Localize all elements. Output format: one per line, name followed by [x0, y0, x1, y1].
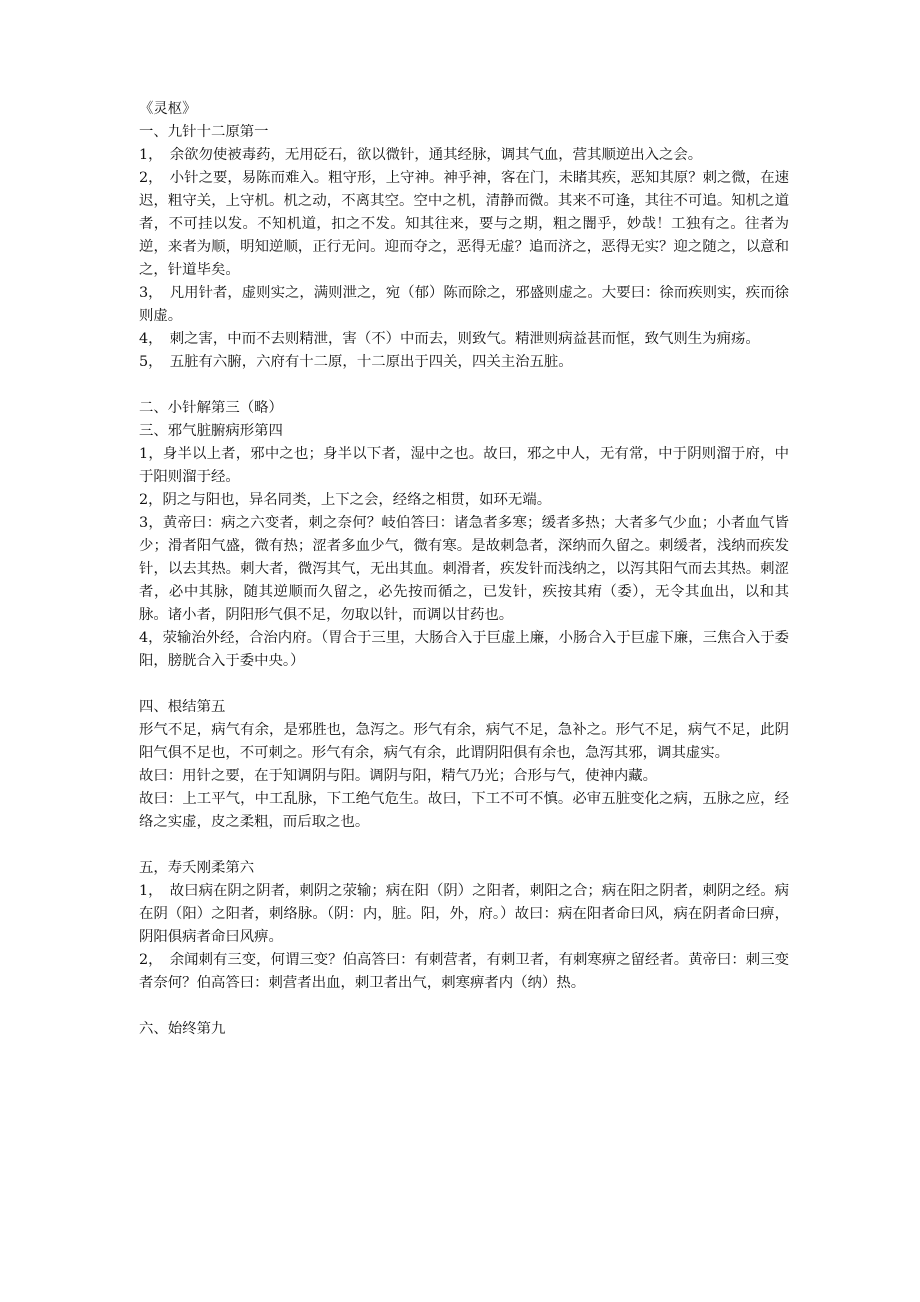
section-5-paragraph-2: 2， 余闻刺有三变，何谓三变？伯高答曰：有刺营者，有刺卫者，有刺寒痹之留经者。黄帝曰：刺三变者奈何？伯高答曰：刺营者出血，刺卫者出气，刺寒痹者内（纳）热。 — [139, 952, 789, 991]
section-1-paragraph-4: 4， 刺之害，中而不去则精泄，害（不）中而去，则致气。精泄则病益甚而恇，致气则生为痈疡。 — [139, 331, 760, 347]
document-body — [139, 98, 789, 1041]
blank-line — [139, 374, 789, 397]
section-4-heading: 四、根结第五 — [139, 699, 226, 715]
blank-line — [139, 834, 789, 857]
section-5-heading: 五，寿夭刚柔第六 — [139, 860, 255, 876]
section-2-heading: 二、小针解第三（略） — [139, 400, 283, 416]
section-1-paragraph-5: 5， 五脏有六腑，六府有十二原，十二原出于四关，四关主治五脏。 — [139, 354, 573, 370]
section-3-paragraph-1: 1，身半以上者，邪中之也；身半以下者，湿中之也。故曰，邪之中人，无有常，中于阴则溜于府，中于阳则溜于经。 — [139, 446, 789, 485]
section-3-paragraph-3: 3，黄帝曰：病之六变者，刺之奈何？岐伯答曰：诸急者多寒；缓者多热；大者多气少血；小者血气皆少；滑者阳气盛，微有热；涩者多血少气，微有寒。是故刺急者，深纳而久留之。刺缓者，浅纳而疾发针，以去其热。刺大者，微泻其气，无出其血。刺滑者，疾发针而浅纳之，以泻其阳气而去其热。刺涩者，必中其脉，随其逆顺而久留之，必先按而循之，已发针，疾按其痏（委），无令其血出，以和其脉。诸小者，阴阳形气俱不足，勿取以针，而调以甘药也。 — [139, 515, 789, 623]
document-title: 《灵枢》 — [139, 101, 197, 117]
section-3-paragraph-2: 2，阴之与阳也，异名同类，上下之会，经络之相贯，如环无端。 — [139, 492, 552, 508]
section-6-heading: 六、始终第九 — [139, 1021, 226, 1037]
section-4-paragraph-2: 故曰：用针之要，在于知调阴与阳。调阴与阳，精气乃光；合形与气，使神内藏。 — [139, 768, 658, 784]
section-4-paragraph-3: 故曰：上工平气，中工乱脉，下工绝气危生。故曰，下工不可不慎。必审五脏变化之病，五脉之应，经络之实虚，皮之柔粗，而后取之也。 — [139, 791, 789, 830]
section-1-paragraph-2: 2， 小针之要，易陈而难入。粗守形，上守神。神乎神，客在门，未睹其疾，恶知其原？刺之微，在速迟，粗守关，上守机。机之动，不离其空。空中之机，清静而微。其来不可逢，其往不可追。知机之道者，不可挂以发。不知机道，扣之不发。知其往来，要与之期，粗之闇乎，妙哉！工独有之。往者为逆，来者为顺，明知逆顺，正行无问。迎而夺之，恶得无虚？追而济之，恶得无实？迎之随之，以意和之，针道毕矣。 — [139, 170, 789, 278]
blank-line — [139, 995, 789, 1018]
blank-line — [139, 673, 789, 696]
section-1-heading: 一、九针十二原第一 — [139, 124, 269, 140]
section-1-paragraph-3: 3， 凡用针者，虚则实之，满则泄之，宛（郁）陈而除之，邪盛则虚之。大要曰：徐而疾则实，疾而徐则虚。 — [139, 285, 789, 324]
section-5-paragraph-1: 1， 故曰病在阴之阴者，刺阴之荥输；病在阳（阴）之阳者，刺阳之合；病在阳之阴者，刺阴之经。病在阴（阳）之阳者，刺络脉。（阴：内，脏。阳，外，府。）故曰：病在阳者命曰风，病在阴者命曰痹，阴阳俱病者命曰风痹。 — [139, 883, 789, 945]
section-3-heading: 三、邪气脏腑病形第四 — [139, 423, 283, 439]
section-3-paragraph-4: 4，荥输治外经，合治内府。（胃合于三里，大肠合入于巨虚上廉，小肠合入于巨虚下廉，三焦合入于委阳，膀胱合入于委中央。） — [139, 630, 789, 669]
section-4-paragraph-1: 形气不足，病气有余，是邪胜也，急泻之。形气有余，病气不足，急补之。形气不足，病气不足，此阴阳气俱不足也，不可刺之。形气有余，病气有余，此谓阴阳俱有余也，急泻其邪，调其虚实。 — [139, 722, 789, 761]
section-1-paragraph-1: 1， 余欲勿使被毒药，无用砭石，欲以微针，通其经脉，调其气血，营其顺逆出入之会。 — [139, 147, 703, 163]
